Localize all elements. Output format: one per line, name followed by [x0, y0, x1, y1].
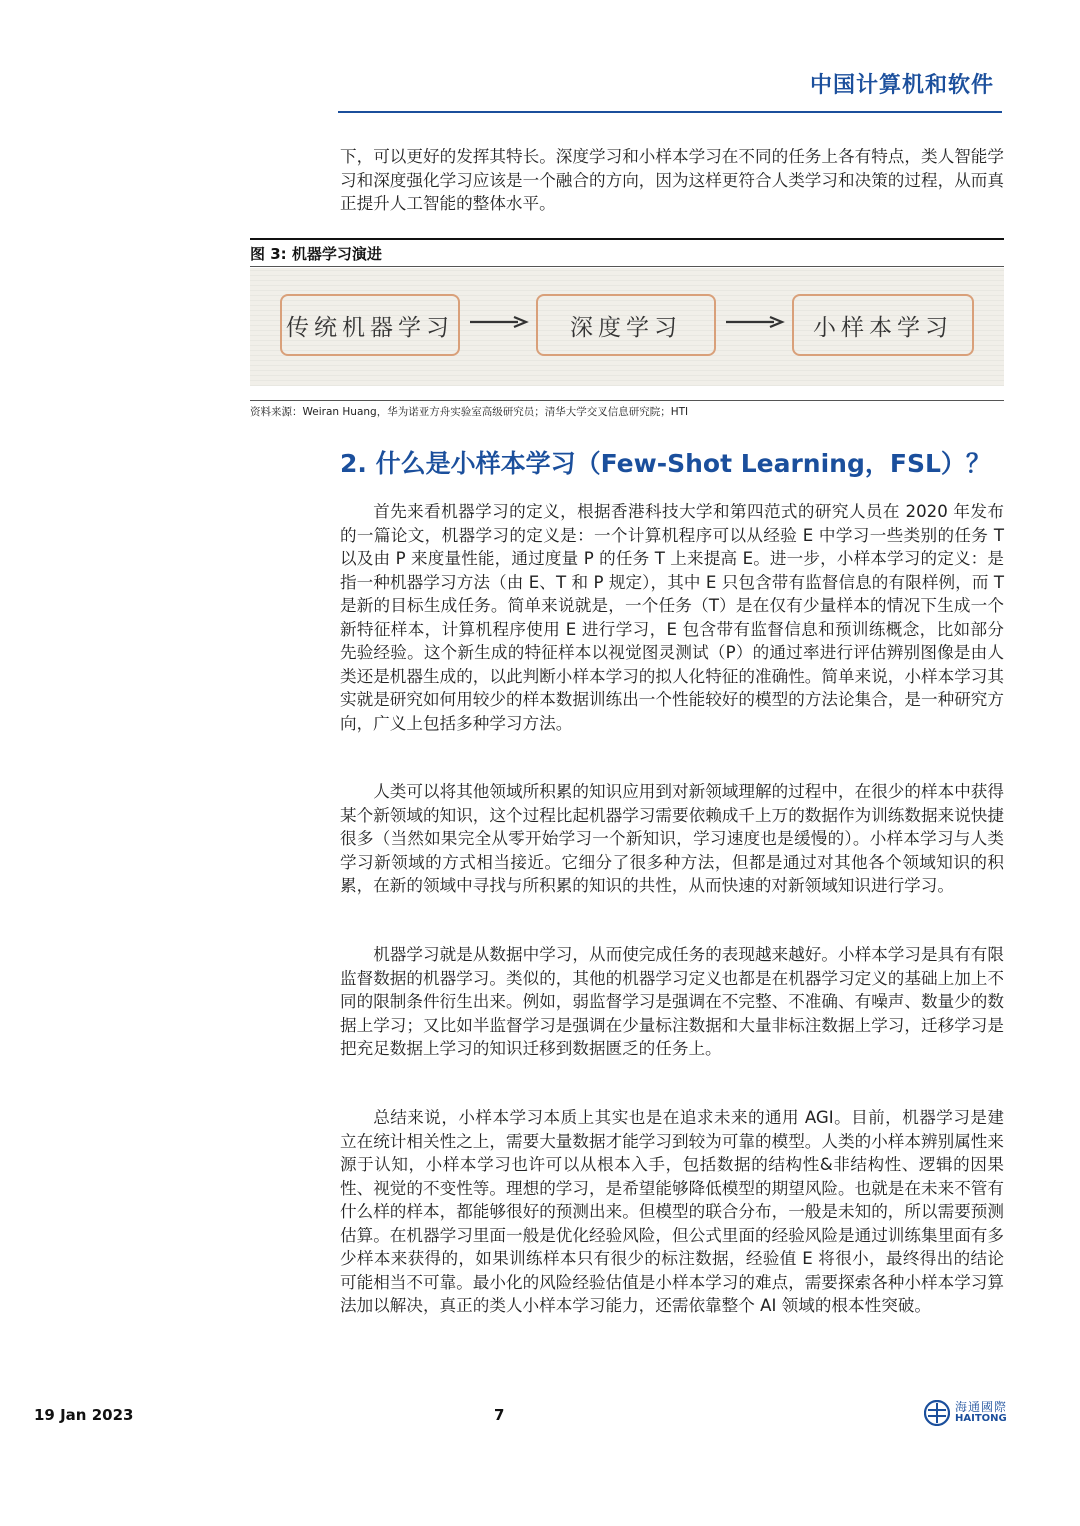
body-paragraph-3: 机器学习就是从数据中学习，从而使完成任务的表现越来越好。小样本学习是具有有限监督数据的机器学习。类似的，其他的机器学习定义也都是在机器学习定义的基础上加上不同的限制条件衍生出来。例如，弱监督学习是强调在不完整、不准确、有噪声、数量少的数据上学习；又比如半监督学习是强调在少量标注数据和大量非标注数据上学习，迁移学习是把充足数据上学习的知识迁移到数据匮乏的任务上。 [340, 945, 1004, 1058]
intro-paragraph: 下，可以更好的发挥其特长。深度学习和小样本学习在不同的任务上各有特点，类人智能学习和深度强化学习应该是一个融合的方向，因为这样更符合人类学习和决策的过程，从而真正提升人工智能的整体水平。 [340, 147, 1004, 213]
arrow-right-icon [468, 315, 530, 329]
figure-source: 资料来源：Weiran Huang，华为诺亚方舟实验室高级研究员；清华大学交叉信息研究院；HTI [250, 406, 689, 418]
logo-english-text: HAITONG [955, 1413, 1007, 1424]
figure-title-bar [250, 238, 1004, 267]
header-divider [338, 111, 1002, 113]
body-paragraph-1: 首先来看机器学习的定义，根据香港科技大学和第四范式的研究人员在 2020 年发布的一篇论文，机器学习的定义是：一个计算机程序可以从经验 E 中学习一些类别的任务 T 以及由 P 来度量性能，通过度量 P 的任务 T 上来提高 E。进一步，小样本学习的定义：是指一种机器学习方法（由 E、T 和 P 规定），其中 E 只包含带有监督信息的有限样例，而 T 是新的目标生成任务。简单来说就是，一个任务（T）是在仅有少量样本的情况下生成一个新特征样本，计算机程序使用 E 进行学习，E 包含带有监督信息和预训练概念，比如部分先验经验。这个新生成的特征样本以视觉图灵测试（P）的通过率进行评估辨别图像是由人类还是机器生成的，以此判断小样本学习的拟人化特征的准确性。简单来说，小样本学习其实就是研究如何用较少的样本数据训练出一个性能较好的模型的方法论集合，是一种研究方向，广义上包括多种学习方法。 [340, 502, 1004, 733]
footer-date: 19 Jan 2023 [34, 1406, 134, 1424]
report-category-title: 中国计算机和软件 [809, 73, 994, 98]
page-number: 7 [494, 1406, 505, 1424]
stage-deep-learning: 深度学习 [536, 294, 716, 356]
figure-panel [250, 268, 1004, 386]
logo-chinese-text: 海通國際 [955, 1400, 1008, 1414]
figure-title: 图 3: 机器学习演进 [250, 245, 382, 263]
haitong-logo [924, 1400, 1007, 1426]
arrow-right-icon [724, 315, 786, 329]
body-paragraph-4: 总结来说，小样本学习本质上其实也是在追求未来的通用 AGI。目前，机器学习是建立在统计相关性之上，需要大量数据才能学习到较为可靠的模型。人类的小样本辨别属性来源于认知，小样本学习也许可以从根本入手，包括数据的结构性&非结构性、逻辑的因果性、视觉的不变性等。理想的学习，是希望能够降低模型的期望风险。也就是在未来不管有什么样的样本，都能够很好的预测出来。但模型的联合分布，一般是未知的，所以需要预测估算。在机器学习里面一般是优化经验风险，但公式里面的经验风险是通过训练集里面有多少样本来获得的，如果训练样本只有很少的标注数据，经验值 E 将很小，最终得出的结论可能相当不可靠。最小化的风险经验估值是小样本学习的难点，需要探索各种小样本学习算法加以解决，真正的类人小样本学习能力，还需依靠整个 AI 领域的根本性突破。 [340, 1108, 1004, 1315]
body-paragraph-2: 人类可以将其他领域所积累的知识应用到对新领域理解的过程中，在很少的样本中获得某个新领域的知识，这个过程比起机器学习需要依赖成千上万的数据作为训练数据来说快捷很多（当然如果完全从零开始学习一个新知识，学习速度也是缓慢的）。小样本学习与人类学习新领域的方式相当接近。它细分了很多种方法，但都是通过对其他各个领域知识的积累，在新的领域中寻找与所积累的知识的共性，从而快速的对新领域知识进行学习。 [340, 782, 1004, 895]
stage-few-shot-learning: 小样本学习 [792, 294, 974, 356]
haitong-logo-icon [924, 1400, 950, 1426]
section-heading: 2. 什么是小样本学习（Few-Shot Learning，FSL）？ [340, 449, 991, 478]
stage-traditional-ml: 传统机器学习 [280, 294, 460, 356]
figure-bottom-divider [250, 400, 1004, 401]
